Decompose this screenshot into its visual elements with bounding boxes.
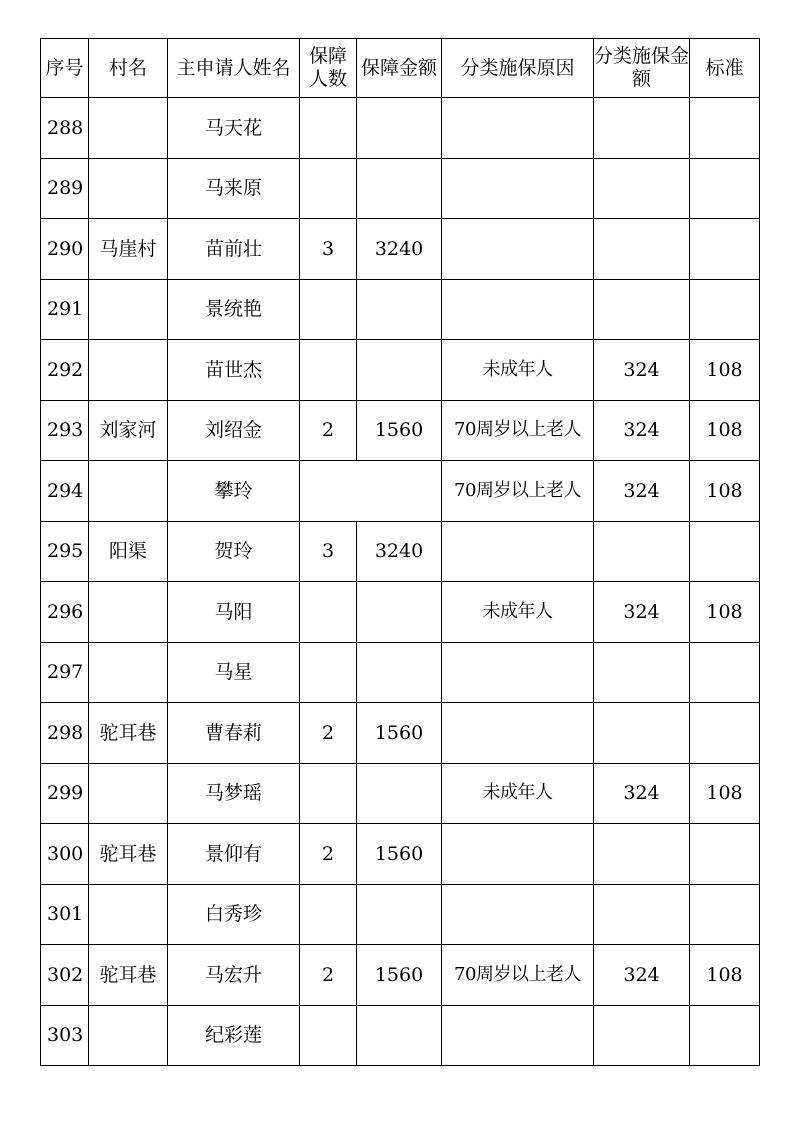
cell-village — [89, 582, 168, 643]
cell-reason — [442, 521, 594, 582]
cell-standard — [690, 98, 760, 159]
cell-amount — [357, 763, 442, 824]
cell-amount — [357, 461, 442, 522]
cell-amount — [357, 1005, 442, 1066]
table-row — [41, 703, 760, 764]
cell-persons — [300, 1005, 357, 1066]
cell-applicant: 马宏升 — [168, 945, 300, 1006]
cell-standard: 108 — [690, 582, 760, 643]
cell-reason — [442, 884, 594, 945]
cell-amount — [357, 642, 442, 703]
cell-reason — [442, 1005, 594, 1066]
cell-village: 刘家河 — [89, 400, 168, 461]
cell-seq: 302 — [41, 945, 89, 1006]
cell-persons: 2 — [300, 400, 357, 461]
cell-applicant: 马星 — [168, 642, 300, 703]
cell-persons: 2 — [300, 945, 357, 1006]
cell-amount: 1560 — [357, 945, 442, 1006]
cell-amount — [357, 158, 442, 219]
cell-persons — [300, 582, 357, 643]
cell-seq: 297 — [41, 642, 89, 703]
cell-village — [89, 884, 168, 945]
cell-class-amount: 324 — [594, 400, 690, 461]
header-village: 村名 — [89, 39, 168, 98]
table-row — [41, 400, 760, 461]
cell-applicant: 景仰有 — [168, 824, 300, 885]
cell-persons: 2 — [300, 824, 357, 885]
cell-applicant: 马梦瑶 — [168, 763, 300, 824]
cell-class-amount: 324 — [594, 340, 690, 401]
cell-amount: 1560 — [357, 400, 442, 461]
cell-persons — [300, 642, 357, 703]
table-row — [41, 521, 760, 582]
cell-standard — [690, 703, 760, 764]
cell-reason: 70周岁以上老人 — [442, 461, 594, 522]
cell-seq: 290 — [41, 219, 89, 280]
cell-applicant: 马天花 — [168, 98, 300, 159]
cell-village: 马崖村 — [89, 219, 168, 280]
cell-class-amount: 324 — [594, 582, 690, 643]
cell-seq: 292 — [41, 340, 89, 401]
cell-amount — [357, 884, 442, 945]
cell-village — [89, 1005, 168, 1066]
cell-standard — [690, 642, 760, 703]
cell-reason — [442, 642, 594, 703]
cell-persons — [300, 763, 357, 824]
cell-amount: 1560 — [357, 824, 442, 885]
cell-reason — [442, 279, 594, 340]
cell-standard — [690, 1005, 760, 1066]
header-amount: 保障金额 — [357, 39, 442, 98]
cell-village: 阳渠 — [89, 521, 168, 582]
cell-class-amount — [594, 703, 690, 764]
cell-seq: 289 — [41, 158, 89, 219]
cell-reason — [442, 219, 594, 280]
header-standard: 标准 — [690, 39, 760, 98]
cell-class-amount — [594, 521, 690, 582]
cell-class-amount — [594, 98, 690, 159]
cell-standard — [690, 824, 760, 885]
table-row — [41, 582, 760, 643]
header-row — [41, 39, 760, 98]
cell-standard: 108 — [690, 945, 760, 1006]
document-sheet — [40, 38, 760, 1066]
cell-reason — [442, 98, 594, 159]
header-reason: 分类施保原因 — [442, 39, 594, 98]
cell-standard: 108 — [690, 461, 760, 522]
cell-persons: 3 — [300, 521, 357, 582]
cell-class-amount: 324 — [594, 461, 690, 522]
cell-reason — [442, 703, 594, 764]
cell-village — [89, 461, 168, 522]
cell-amount: 3240 — [357, 219, 442, 280]
table-row — [41, 98, 760, 159]
cell-persons — [300, 279, 357, 340]
table-row — [41, 219, 760, 280]
cell-amount — [357, 279, 442, 340]
cell-amount — [357, 582, 442, 643]
cell-amount — [357, 98, 442, 159]
cell-applicant: 白秀珍 — [168, 884, 300, 945]
cell-village: 驼耳巷 — [89, 945, 168, 1006]
table-row — [41, 945, 760, 1006]
cell-seq: 303 — [41, 1005, 89, 1066]
cell-village — [89, 642, 168, 703]
table-row — [41, 158, 760, 219]
cell-village — [89, 98, 168, 159]
cell-class-amount: 324 — [594, 763, 690, 824]
cell-class-amount — [594, 884, 690, 945]
cell-applicant: 苗前壮 — [168, 219, 300, 280]
cell-persons — [300, 340, 357, 401]
cell-reason: 70周岁以上老人 — [442, 400, 594, 461]
cell-amount — [357, 340, 442, 401]
cell-seq: 288 — [41, 98, 89, 159]
cell-class-amount: 324 — [594, 945, 690, 1006]
cell-village — [89, 340, 168, 401]
cell-class-amount — [594, 642, 690, 703]
cell-seq: 291 — [41, 279, 89, 340]
cell-persons — [300, 158, 357, 219]
cell-standard — [690, 521, 760, 582]
allowance-table — [40, 38, 760, 1066]
cell-standard: 108 — [690, 400, 760, 461]
cell-applicant: 贺玲 — [168, 521, 300, 582]
table-row — [41, 461, 760, 522]
cell-class-amount — [594, 158, 690, 219]
cell-seq: 295 — [41, 521, 89, 582]
table-row — [41, 763, 760, 824]
cell-applicant: 马阳 — [168, 582, 300, 643]
cell-reason: 未成年人 — [442, 763, 594, 824]
cell-applicant: 景统艳 — [168, 279, 300, 340]
cell-village — [89, 763, 168, 824]
cell-amount: 3240 — [357, 521, 442, 582]
cell-reason: 未成年人 — [442, 340, 594, 401]
cell-persons — [300, 461, 357, 522]
cell-class-amount — [594, 824, 690, 885]
cell-reason — [442, 824, 594, 885]
cell-reason: 70周岁以上老人 — [442, 945, 594, 1006]
cell-persons: 2 — [300, 703, 357, 764]
cell-seq: 294 — [41, 461, 89, 522]
cell-applicant: 曹春莉 — [168, 703, 300, 764]
cell-persons — [300, 884, 357, 945]
cell-standard: 108 — [690, 763, 760, 824]
cell-amount: 1560 — [357, 703, 442, 764]
table-row — [41, 884, 760, 945]
cell-seq: 300 — [41, 824, 89, 885]
table-row — [41, 1005, 760, 1066]
cell-persons — [300, 98, 357, 159]
table-row — [41, 824, 760, 885]
cell-village — [89, 279, 168, 340]
header-applicant: 主申请人姓名 — [168, 39, 300, 98]
cell-village: 驼耳巷 — [89, 703, 168, 764]
cell-reason — [442, 158, 594, 219]
cell-seq: 298 — [41, 703, 89, 764]
cell-village — [89, 158, 168, 219]
cell-seq: 293 — [41, 400, 89, 461]
header-class-amount: 分类施保金额 — [594, 39, 690, 98]
cell-standard — [690, 279, 760, 340]
cell-applicant: 纪彩莲 — [168, 1005, 300, 1066]
cell-applicant: 攀玲 — [168, 461, 300, 522]
cell-village: 驼耳巷 — [89, 824, 168, 885]
table-row — [41, 279, 760, 340]
cell-seq: 301 — [41, 884, 89, 945]
table-body — [41, 98, 760, 1066]
cell-seq: 296 — [41, 582, 89, 643]
cell-applicant: 马来原 — [168, 158, 300, 219]
cell-class-amount — [594, 1005, 690, 1066]
cell-standard — [690, 884, 760, 945]
table-row — [41, 642, 760, 703]
header-seq: 序号 — [41, 39, 89, 98]
header-persons: 保障人数 — [300, 39, 357, 98]
cell-class-amount — [594, 279, 690, 340]
cell-applicant: 刘绍金 — [168, 400, 300, 461]
cell-persons: 3 — [300, 219, 357, 280]
cell-standard — [690, 219, 760, 280]
cell-class-amount — [594, 219, 690, 280]
cell-applicant: 苗世杰 — [168, 340, 300, 401]
cell-standard: 108 — [690, 340, 760, 401]
table-row — [41, 340, 760, 401]
cell-seq: 299 — [41, 763, 89, 824]
cell-standard — [690, 158, 760, 219]
cell-reason: 未成年人 — [442, 582, 594, 643]
